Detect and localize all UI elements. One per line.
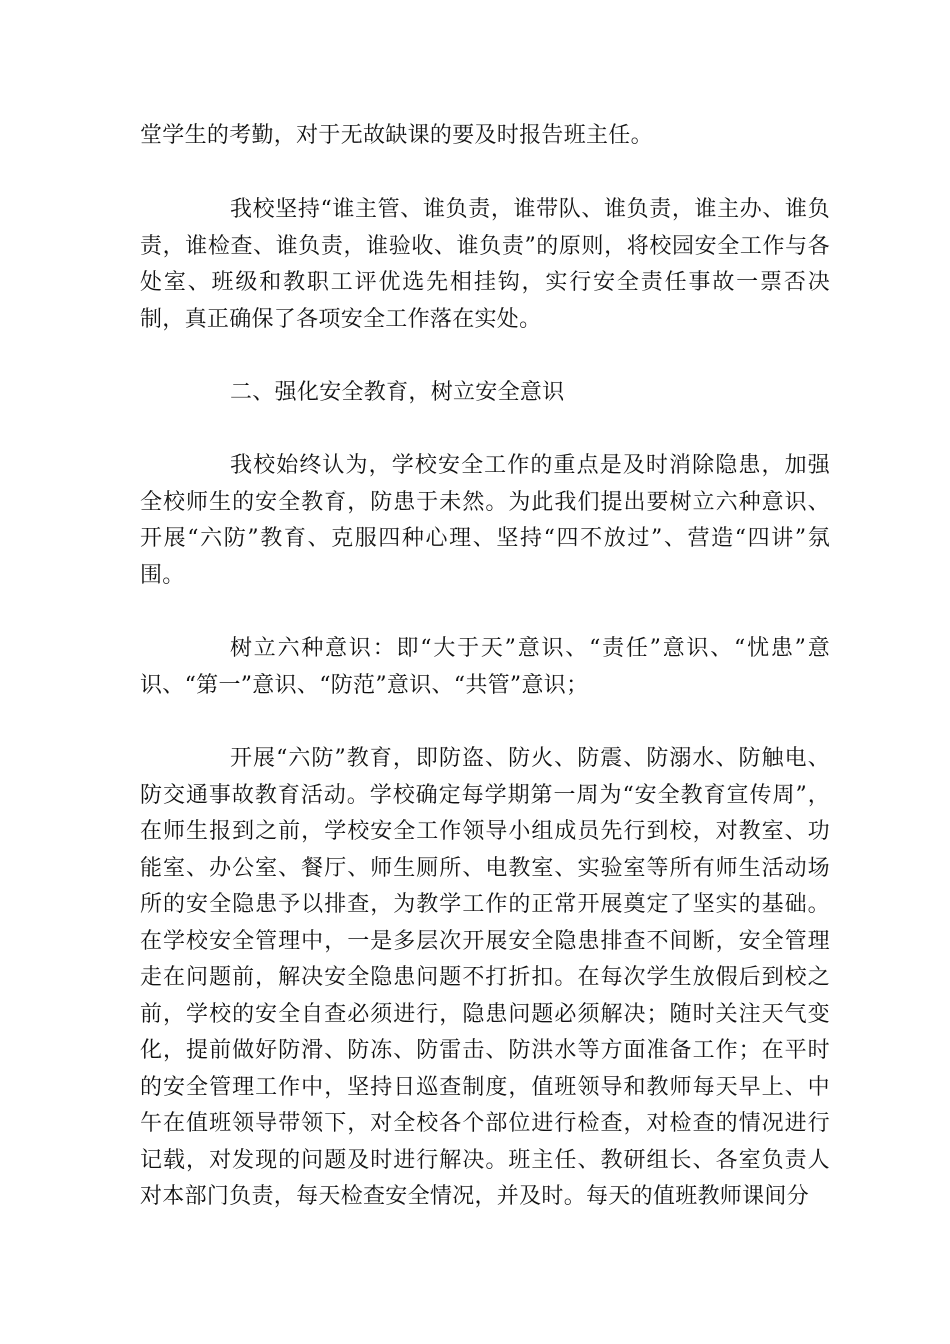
section-heading-safety-education: 二、强化安全教育，树立安全意识 <box>230 380 565 405</box>
paragraph-continuation: 堂学生的考勤，对于无故缺课的要及时报告班主任。 <box>140 123 653 148</box>
paragraph-safety-education-intro: 我校始终认为，学校安全工作的重点是及时消除隐患，加强全校师生的安全教育，防患于未然。为此我们提出要树立六种意识、开展“六防”教育、克服四种心理、坚持“四不放过”、营造“四讲”氛围。 <box>140 453 830 588</box>
paragraph-responsibility-principle: 我校坚持“谁主管、谁负责，谁带队、谁负责，谁主办、谁负责，谁检查、谁负责，谁验收、谁负责”的原则，将校园安全工作与各处室、班级和教职工评优选先相挂钩，实行安全责任事故一票否决制，真正确保了各项安全工作落在实处。 <box>140 197 830 332</box>
paragraph-six-prevention: 开展“六防”教育，即防盗、防火、防震、防溺水、防触电、防交通事故教育活动。学校确定每学期第一周为“安全教育宣传周”，在师生报到之前，学校安全工作领导小组成员先行到校，对教室、功能室、办公室、餐厅、师生厕所、电教室、实验室等所有师生活动场所的安全隐患予以排查，为教学工作的正常开展奠定了坚实的基础。在学校安全管理中，一是多层次开展安全隐患排查不间断，安全管理走在问题前，解决安全隐患问题不打折扣。在每次学生放假后到校之前，学校的安全自查必须进行，隐患问题必须解决；随时关注天气变化，提前做好防滑、防冻、防雷击、防洪水等方面准备工作；在平时的安全管理工作中，坚持日巡查制度，值班领导和教师每天早上、中午在值班领导带领下，对全校各个部位进行检查，对检查的情况进行记载，对发现的问题及时进行解决。班主任、教研组长、各室负责人对本部门负责，每天检查安全情况，并及时。每天的值班教师课间分 <box>140 746 830 1209</box>
paragraph-six-awareness: 树立六种意识：即“大于天”意识、“责任”意识、“忧患”意识、“第一”意识、“防范”意识、“共管”意识； <box>140 636 830 698</box>
